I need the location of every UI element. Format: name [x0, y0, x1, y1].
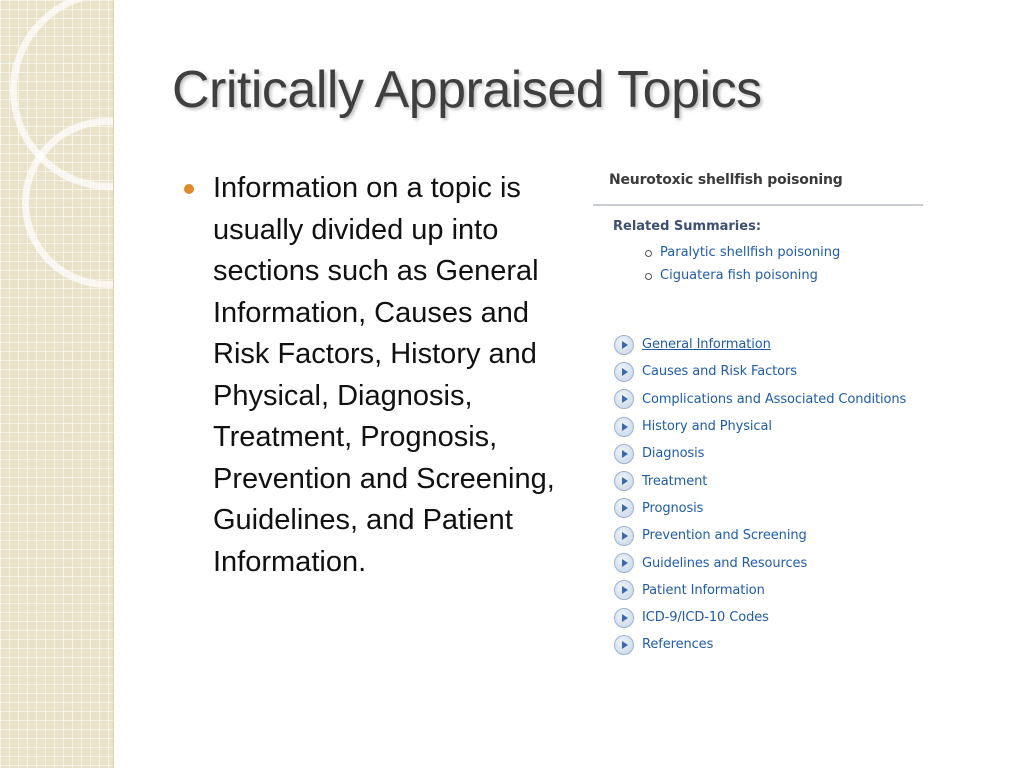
- section-label: Causes and Risk Factors: [642, 364, 797, 380]
- slide-title: Critically Appraised Topics: [172, 61, 762, 119]
- divider: [593, 204, 923, 206]
- arrow-right-icon: [614, 498, 634, 518]
- section-label: Diagnosis: [642, 446, 705, 462]
- section-link-complications[interactable]: [614, 386, 906, 413]
- section-list: [614, 331, 906, 659]
- related-summary-link[interactable]: [645, 245, 840, 268]
- section-link-guidelines[interactable]: [614, 549, 906, 576]
- arrow-right-icon: [614, 389, 634, 409]
- related-summary-label: Paralytic shellfish poisoning: [660, 245, 841, 260]
- section-label: General Information: [642, 337, 771, 353]
- related-summaries-heading: Related Summaries:: [613, 219, 762, 234]
- arrow-right-icon: [614, 580, 634, 600]
- arrow-right-icon: [614, 608, 634, 628]
- arrow-right-icon: [614, 471, 634, 491]
- related-summary-link[interactable]: [645, 268, 840, 291]
- arrow-right-icon: [614, 335, 634, 355]
- section-label: History and Physical: [642, 419, 772, 435]
- bullet-point: [184, 168, 564, 583]
- section-label: Prognosis: [642, 500, 704, 516]
- arrow-right-icon: [614, 362, 634, 382]
- section-link-patient-information[interactable]: [614, 577, 906, 604]
- section-link-causes[interactable]: [614, 358, 906, 385]
- section-link-references[interactable]: [614, 631, 906, 658]
- related-summaries-list: [645, 245, 840, 291]
- section-link-icd-codes[interactable]: [614, 604, 906, 631]
- topic-screenshot-panel: [593, 163, 923, 663]
- section-label: Prevention and Screening: [642, 528, 807, 544]
- section-label: ICD-9/ICD-10 Codes: [642, 610, 769, 626]
- section-link-prognosis[interactable]: [614, 495, 906, 522]
- section-label: Complications and Associated Conditions: [642, 391, 907, 407]
- arrow-right-icon: [614, 417, 634, 437]
- decorative-side-strip: [0, 0, 114, 768]
- arrow-right-icon: [614, 526, 634, 546]
- section-label: Treatment: [642, 473, 708, 489]
- section-label: Guidelines and Resources: [642, 555, 808, 571]
- related-summary-label: Ciguatera fish poisoning: [660, 268, 818, 283]
- section-label: References: [642, 637, 714, 653]
- panel-title: Neurotoxic shellfish poisoning: [609, 172, 843, 188]
- section-link-treatment[interactable]: [614, 467, 906, 494]
- bullet-text: Information on a topic is usually divided up into sections such as General Information, Causes and Risk Factors, History and Physical, Diagnosis, Treatment, Prognosis, Prevention and Screening, Guidelines, and Patient Information.: [213, 172, 555, 578]
- arrow-right-icon: [614, 635, 634, 655]
- arrow-right-icon: [614, 553, 634, 573]
- section-link-diagnosis[interactable]: [614, 440, 906, 467]
- bullet-dot-icon: [184, 184, 194, 194]
- section-label: Patient Information: [642, 582, 765, 598]
- arrow-right-icon: [614, 444, 634, 464]
- section-link-prevention[interactable]: [614, 522, 906, 549]
- list-bullet-icon: [645, 273, 652, 280]
- section-link-general-information[interactable]: [614, 331, 906, 358]
- section-link-history[interactable]: [614, 413, 906, 440]
- list-bullet-icon: [645, 250, 652, 257]
